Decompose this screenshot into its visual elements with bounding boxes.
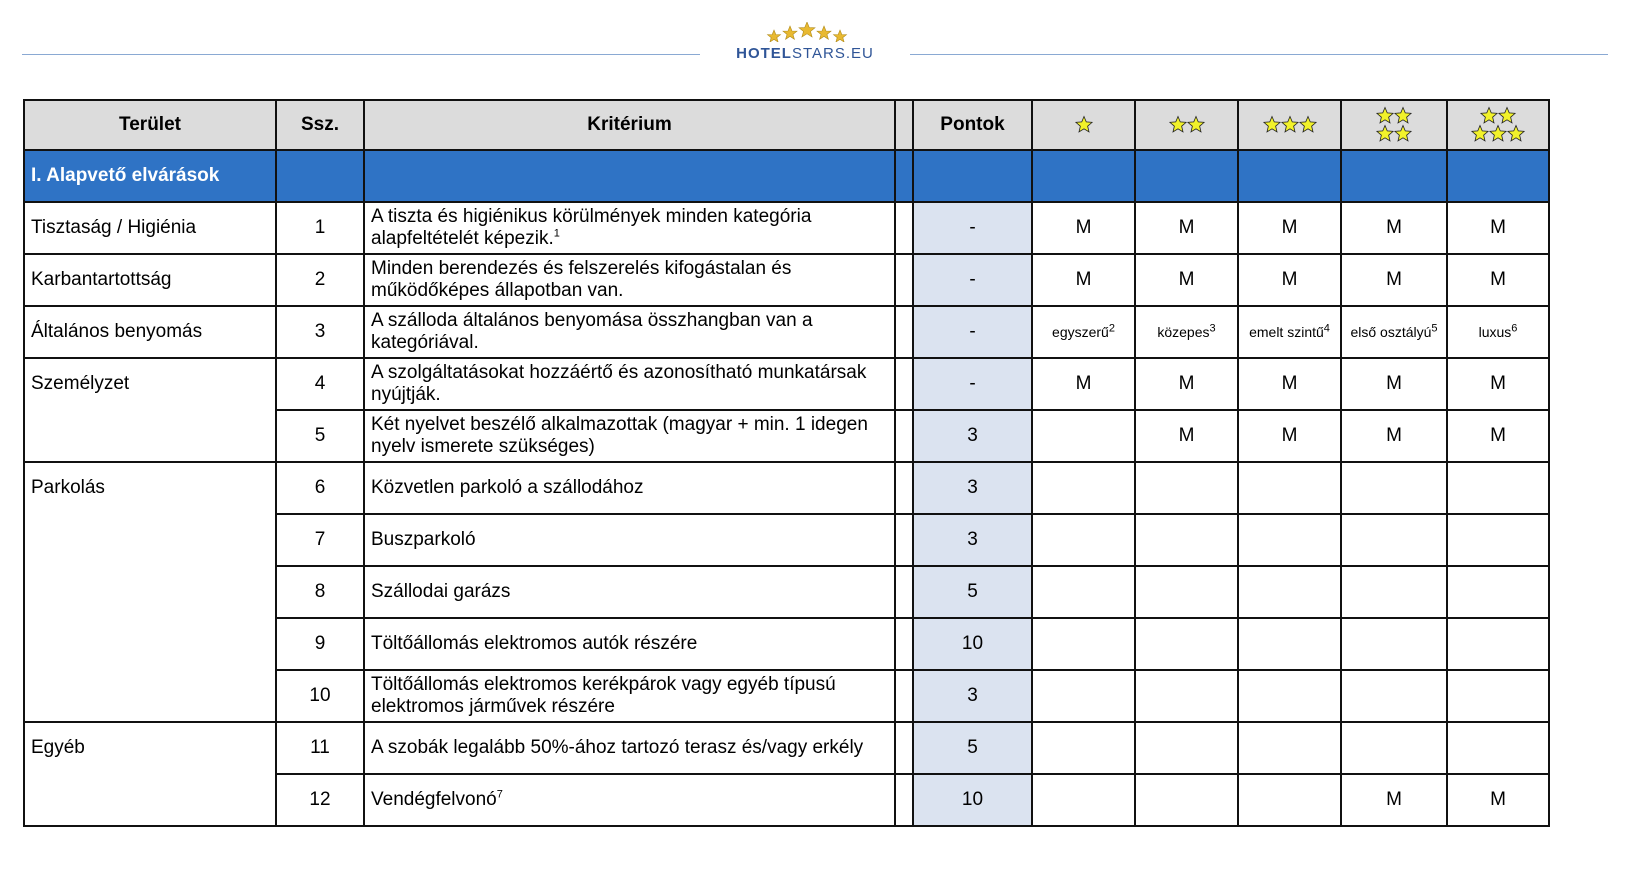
star-rating-icon bbox=[1458, 103, 1538, 147]
column-header-3-stars bbox=[1238, 100, 1341, 150]
requirement-cell bbox=[1238, 618, 1341, 670]
criterion-cell: Buszparkoló bbox=[364, 514, 895, 566]
area-cell bbox=[24, 774, 276, 826]
ssz-cell: 9 bbox=[276, 618, 364, 670]
five-gold-stars-icon bbox=[762, 22, 852, 42]
requirement-cell bbox=[1135, 670, 1238, 722]
requirement-cell: M bbox=[1447, 254, 1549, 306]
requirement-cell: M bbox=[1238, 358, 1341, 410]
spacer-cell bbox=[895, 202, 913, 254]
criterion-cell: A szálloda általános benyomása összhangban van a kategóriával. bbox=[364, 306, 895, 358]
requirement-cell bbox=[1238, 462, 1341, 514]
requirement-cell bbox=[1135, 514, 1238, 566]
requirement-cell bbox=[1238, 566, 1341, 618]
points-cell: - bbox=[913, 358, 1032, 410]
star-icon bbox=[1299, 117, 1315, 132]
area-cell: Karbantartottság bbox=[24, 254, 276, 306]
logo-wordmark: HOTELSTARS.EU bbox=[700, 46, 910, 62]
header-row bbox=[24, 100, 1549, 150]
requirement-cell bbox=[1447, 722, 1549, 774]
requirement-cell: M bbox=[1447, 202, 1549, 254]
requirement-cell: M bbox=[1135, 410, 1238, 462]
requirement-cell: M bbox=[1032, 358, 1135, 410]
area-cell bbox=[24, 410, 276, 462]
area-cell: Személyzet bbox=[24, 358, 276, 410]
table-row bbox=[24, 254, 1549, 306]
table-row bbox=[24, 514, 1549, 566]
area-cell bbox=[24, 670, 276, 722]
requirement-cell bbox=[1032, 618, 1135, 670]
star-icon bbox=[1472, 126, 1488, 141]
table-row bbox=[24, 462, 1549, 514]
requirement-cell bbox=[1341, 462, 1447, 514]
column-header-5-stars bbox=[1447, 100, 1549, 150]
requirement-cell bbox=[1341, 566, 1447, 618]
requirement-cell bbox=[1238, 514, 1341, 566]
requirement-cell: első osztályú$^5$ bbox=[1341, 306, 1447, 358]
area-cell: Tisztaság / Higiénia bbox=[24, 202, 276, 254]
star-icon bbox=[1075, 117, 1091, 132]
area-cell bbox=[24, 566, 276, 618]
ssz-cell: 2 bbox=[276, 254, 364, 306]
star-rating-icon bbox=[1354, 103, 1434, 147]
requirement-cell: M bbox=[1032, 254, 1135, 306]
spacer-cell bbox=[895, 774, 913, 826]
points-cell: 3 bbox=[913, 462, 1032, 514]
criterion-cell: Szállodai garázs bbox=[364, 566, 895, 618]
ssz-cell: 1 bbox=[276, 202, 364, 254]
criterion-cell: A szolgáltatásokat hozzáértő és azonosítható munkatársak nyújtják. bbox=[364, 358, 895, 410]
footnote-marker: 6 bbox=[1511, 322, 1518, 335]
requirement-cell bbox=[1447, 566, 1549, 618]
requirement-cell: közepes$^3$ bbox=[1135, 306, 1238, 358]
ssz-cell: 8 bbox=[276, 566, 364, 618]
requirement-cell: M bbox=[1447, 774, 1549, 826]
table-row bbox=[24, 202, 1549, 254]
requirement-cell bbox=[1135, 774, 1238, 826]
requirement-cell: M bbox=[1135, 358, 1238, 410]
table-row bbox=[24, 306, 1549, 358]
requirement-cell: M bbox=[1341, 202, 1447, 254]
hotelstars-logo bbox=[700, 22, 910, 66]
footnote-marker: 1 bbox=[553, 227, 560, 240]
requirement-cell bbox=[1447, 618, 1549, 670]
area-cell: Általános benyomás bbox=[24, 306, 276, 358]
ssz-cell: 4 bbox=[276, 358, 364, 410]
table-row bbox=[24, 566, 1549, 618]
requirement-cell: M bbox=[1032, 202, 1135, 254]
table-row bbox=[24, 618, 1549, 670]
requirement-cell bbox=[1447, 462, 1549, 514]
star-icon bbox=[1169, 117, 1185, 132]
table-row bbox=[24, 358, 1549, 410]
table-row bbox=[24, 774, 1549, 826]
star-rating-icon bbox=[1044, 103, 1124, 147]
requirement-cell bbox=[1032, 774, 1135, 826]
ssz-cell: 12 bbox=[276, 774, 364, 826]
spacer-cell bbox=[895, 514, 913, 566]
requirement-cell bbox=[1032, 722, 1135, 774]
criterion-cell: A szobák legalább 50%-ához tartozó terasz és/vagy erkély bbox=[364, 722, 895, 774]
points-cell: 10 bbox=[913, 774, 1032, 826]
column-header-ssz: Ssz. bbox=[276, 100, 364, 150]
spacer-cell bbox=[895, 306, 913, 358]
star-icon bbox=[1395, 108, 1411, 123]
criterion-cell: Két nyelvet beszélő alkalmazottak (magyar + min. 1 idegen nyelv ismerete szükséges) bbox=[364, 410, 895, 462]
footnote-marker: 7 bbox=[496, 788, 503, 801]
requirement-cell: M bbox=[1135, 202, 1238, 254]
criterion-cell: Töltőállomás elektromos autók részére bbox=[364, 618, 895, 670]
spacer-cell bbox=[895, 670, 913, 722]
column-header-area: Terület bbox=[24, 100, 276, 150]
column-header-points: Pontok bbox=[913, 100, 1032, 150]
star-icon bbox=[1395, 126, 1411, 141]
points-cell: 10 bbox=[913, 618, 1032, 670]
criteria-table bbox=[23, 99, 1550, 827]
points-cell: - bbox=[913, 202, 1032, 254]
star-icon bbox=[1481, 108, 1497, 123]
column-header-4-stars bbox=[1341, 100, 1447, 150]
star-icon bbox=[1281, 117, 1297, 132]
footnote-marker: 4 bbox=[1323, 322, 1330, 335]
ssz-cell: 7 bbox=[276, 514, 364, 566]
requirement-cell: emelt szintű$^4$ bbox=[1238, 306, 1341, 358]
spacer-cell bbox=[895, 566, 913, 618]
criterion-cell: Vendégfelvonó$^7$ bbox=[364, 774, 895, 826]
footnote-marker: 3 bbox=[1209, 322, 1216, 335]
requirement-cell bbox=[1032, 410, 1135, 462]
requirement-cell bbox=[1135, 462, 1238, 514]
points-cell: 5 bbox=[913, 722, 1032, 774]
criterion-cell: Közvetlen parkoló a szállodához bbox=[364, 462, 895, 514]
star-icon bbox=[1377, 126, 1393, 141]
points-cell: - bbox=[913, 254, 1032, 306]
requirement-cell bbox=[1341, 618, 1447, 670]
spacer-cell bbox=[895, 722, 913, 774]
requirement-cell bbox=[1341, 514, 1447, 566]
star-icon bbox=[1377, 108, 1393, 123]
requirement-cell: M bbox=[1238, 202, 1341, 254]
requirement-cell: M bbox=[1341, 254, 1447, 306]
star-icon bbox=[1187, 117, 1203, 132]
points-cell: 3 bbox=[913, 410, 1032, 462]
requirement-cell: egyszerű$^2$ bbox=[1032, 306, 1135, 358]
requirement-cell bbox=[1032, 670, 1135, 722]
requirement-cell bbox=[1135, 722, 1238, 774]
requirement-cell bbox=[1238, 670, 1341, 722]
requirement-cell bbox=[1238, 774, 1341, 826]
ssz-cell: 11 bbox=[276, 722, 364, 774]
ssz-cell: 6 bbox=[276, 462, 364, 514]
area-cell bbox=[24, 514, 276, 566]
requirement-cell bbox=[1447, 514, 1549, 566]
points-cell: 5 bbox=[913, 566, 1032, 618]
requirement-cell bbox=[1341, 722, 1447, 774]
requirement-cell bbox=[1238, 722, 1341, 774]
section-title: I. Alapvető elvárások bbox=[24, 150, 276, 202]
spacer-cell bbox=[895, 410, 913, 462]
area-cell: Egyéb bbox=[24, 722, 276, 774]
column-header-criterion: Kritérium bbox=[364, 100, 895, 150]
star-rating-icon bbox=[1147, 103, 1227, 147]
requirement-cell bbox=[1447, 670, 1549, 722]
criterion-cell: Töltőállomás elektromos kerékpárok vagy egyéb típusú elektromos járművek részére bbox=[364, 670, 895, 722]
star-icon bbox=[1263, 117, 1279, 132]
footnote-marker: 5 bbox=[1431, 322, 1438, 335]
requirement-cell: M bbox=[1135, 254, 1238, 306]
requirement-cell: M bbox=[1447, 410, 1549, 462]
points-cell: - bbox=[913, 306, 1032, 358]
area-cell bbox=[24, 618, 276, 670]
spacer-cell bbox=[895, 462, 913, 514]
area-cell: Parkolás bbox=[24, 462, 276, 514]
column-header-1-star bbox=[1032, 100, 1135, 150]
star-icon bbox=[1499, 108, 1515, 123]
star-icon bbox=[1508, 126, 1524, 141]
column-header-gap bbox=[895, 100, 913, 150]
requirement-cell: M bbox=[1341, 358, 1447, 410]
criterion-cell: A tiszta és higiénikus körülmények minden kategória alapfeltételét képezik.$^1$ bbox=[364, 202, 895, 254]
requirement-cell bbox=[1341, 670, 1447, 722]
points-cell: 3 bbox=[913, 670, 1032, 722]
spacer-cell bbox=[895, 618, 913, 670]
column-header-2-stars bbox=[1135, 100, 1238, 150]
requirement-cell: M bbox=[1341, 774, 1447, 826]
ssz-cell: 10 bbox=[276, 670, 364, 722]
footnote-marker: 2 bbox=[1108, 322, 1115, 335]
requirement-cell bbox=[1032, 462, 1135, 514]
spacer-cell bbox=[895, 254, 913, 306]
ssz-cell: 3 bbox=[276, 306, 364, 358]
requirement-cell bbox=[1032, 514, 1135, 566]
requirement-cell: M bbox=[1447, 358, 1549, 410]
spacer-cell bbox=[895, 358, 913, 410]
table-row bbox=[24, 670, 1549, 722]
criterion-cell: Minden berendezés és felszerelés kifogástalan és működőképes állapotban van. bbox=[364, 254, 895, 306]
requirement-cell bbox=[1032, 566, 1135, 618]
requirement-cell: luxus$^6$ bbox=[1447, 306, 1549, 358]
points-cell: 3 bbox=[913, 514, 1032, 566]
table-row bbox=[24, 410, 1549, 462]
table-row bbox=[24, 722, 1549, 774]
ssz-cell: 5 bbox=[276, 410, 364, 462]
star-rating-icon bbox=[1250, 103, 1330, 147]
requirement-cell bbox=[1135, 618, 1238, 670]
section-row bbox=[24, 150, 1549, 202]
requirement-cell: M bbox=[1238, 410, 1341, 462]
requirement-cell: M bbox=[1238, 254, 1341, 306]
requirement-cell bbox=[1135, 566, 1238, 618]
star-icon bbox=[1490, 126, 1506, 141]
requirement-cell: M bbox=[1341, 410, 1447, 462]
